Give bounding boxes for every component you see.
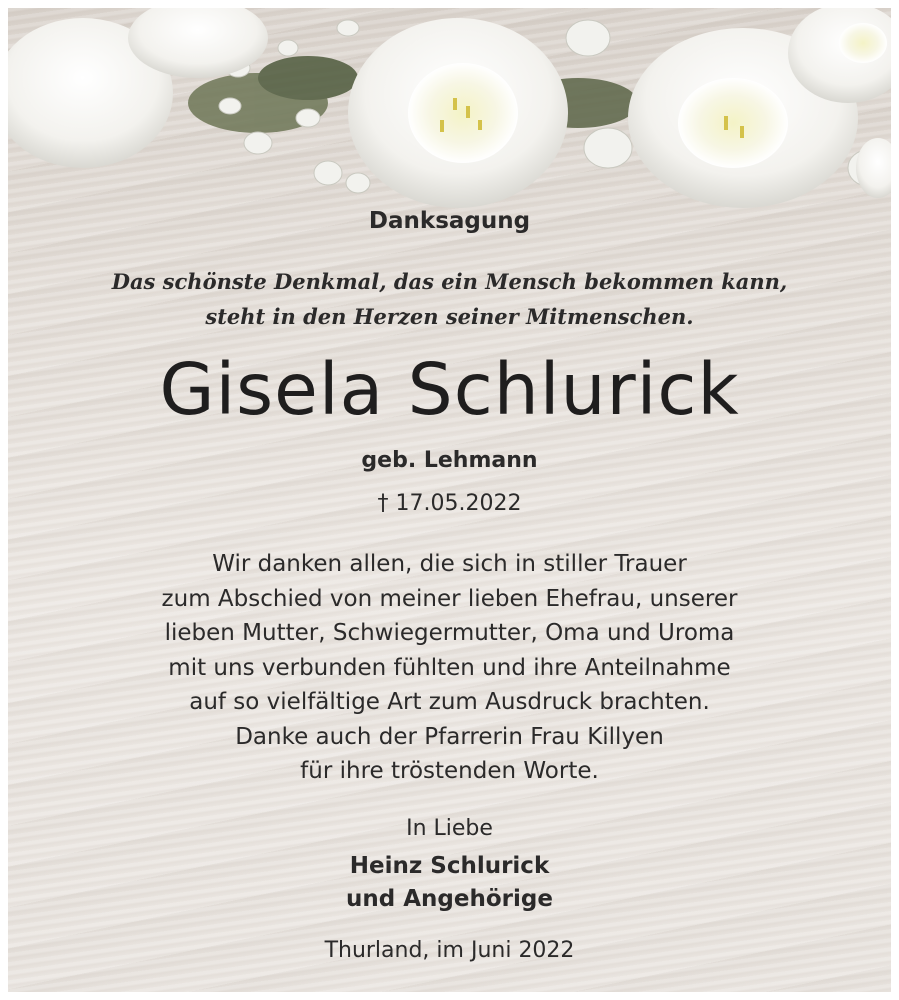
maiden-name: geb. Lehmann <box>361 448 538 473</box>
thank-you-text <box>8 547 891 789</box>
closing-phrase: In Liebe <box>406 816 493 841</box>
body-line: Danke auch der Pfarrerin Frau Killyen <box>235 723 664 750</box>
place-and-date: Thurland, im Juni 2022 <box>324 938 575 963</box>
body-line: auf so vielfältige Art zum Ausdruck brachten. <box>189 689 710 715</box>
body-line: für ihre tröstenden Worte. <box>300 758 599 784</box>
body-line: mit uns verbunden fühlten und ihre Anteilnahme <box>168 654 731 681</box>
tulip-center <box>348 18 568 208</box>
body-line: zum Abschied von meiner lieben Ehefrau, unserer <box>161 585 738 612</box>
death-date: † 17.05.2022 <box>377 491 522 516</box>
heading-danksagung: Danksagung <box>368 208 531 234</box>
body-line: Wir danken allen, die sich in stiller Trauer <box>212 551 687 577</box>
body-line: lieben Mutter, Schwiegermutter, Oma und Uroma <box>164 620 735 646</box>
white-tulips-decoration <box>8 8 891 213</box>
memorial-quote <box>8 264 891 334</box>
signature-line: Heinz Schlurick <box>349 853 550 879</box>
signature <box>8 850 891 916</box>
obituary-card <box>8 8 891 992</box>
signature-line: und Angehörige <box>346 886 553 912</box>
deceased-name: Gisela Schlurick <box>159 348 740 431</box>
quote-line: steht in den Herzen seiner Mitmenschen. <box>205 304 694 329</box>
quote-line: Das schönste Denkmal, das ein Mensch bekommen kann, <box>111 269 788 294</box>
